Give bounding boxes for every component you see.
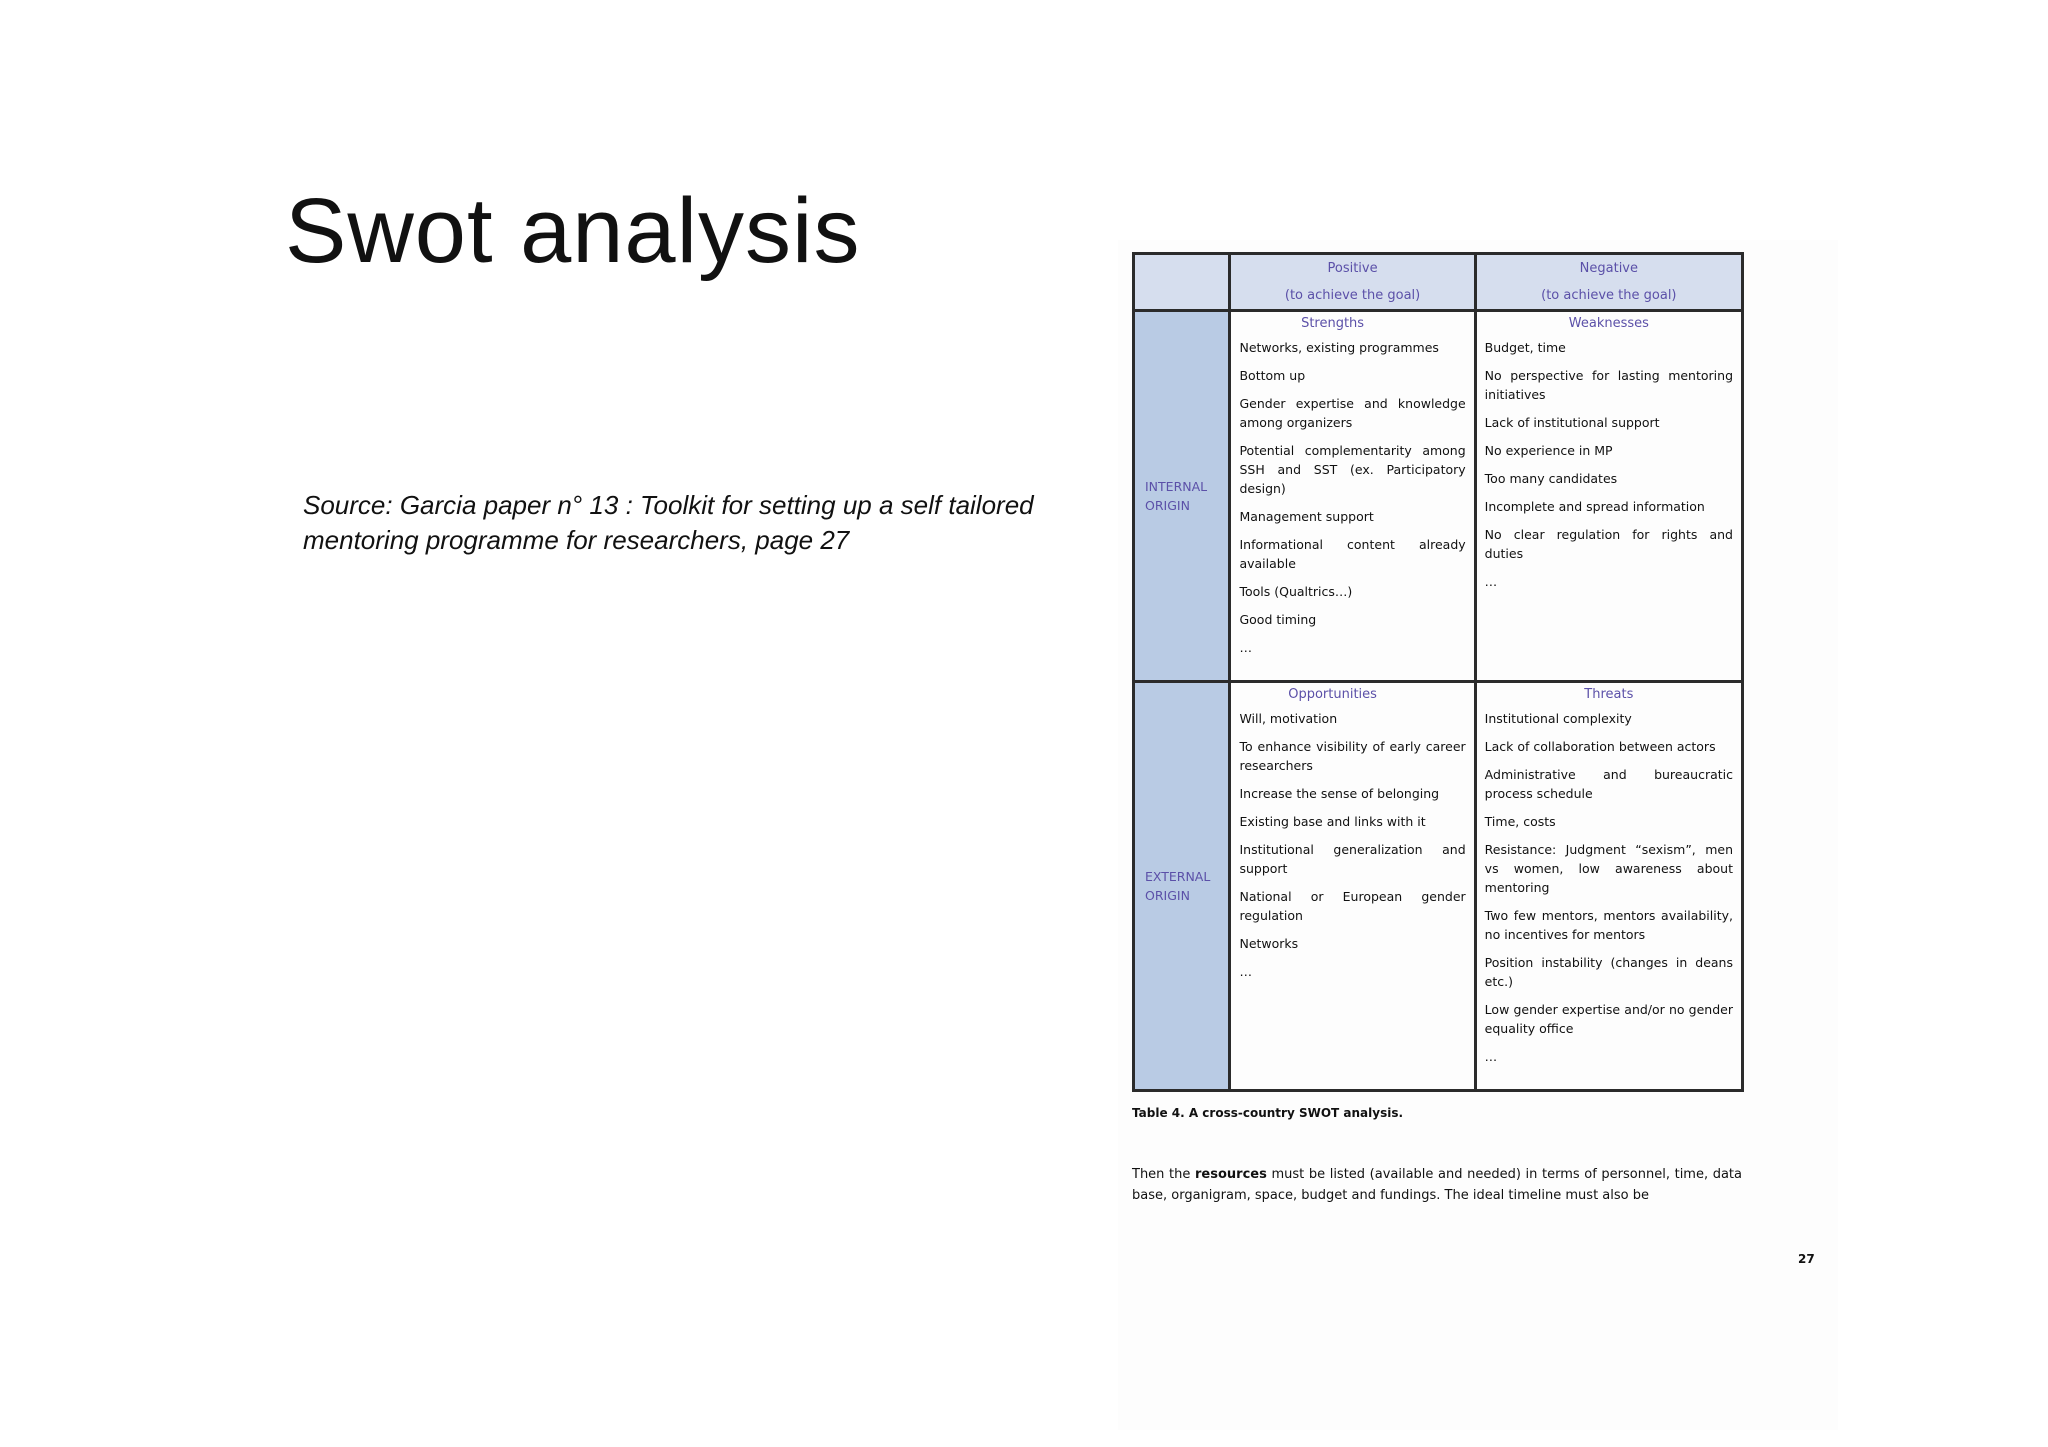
swot-header-negative: [1475, 254, 1742, 311]
strength-item: Gender expertise and knowledge among organizers: [1239, 396, 1466, 430]
internal-label-line1: INTERNAL: [1145, 479, 1208, 494]
body-text-start: Then the: [1132, 1167, 1195, 1182]
strengths-cell: [1230, 311, 1475, 682]
opportunity-item: To enhance visibility of early career researchers: [1239, 739, 1466, 773]
strength-item: Informational content already available: [1239, 537, 1466, 571]
opportunity-item: …: [1239, 964, 1252, 979]
threat-item-list: [1485, 709, 1733, 1066]
swot-header-positive: [1230, 254, 1475, 311]
opportunity-item: Existing base and links with it: [1239, 814, 1426, 829]
threat-item: Lack of collaboration between actors: [1484, 739, 1716, 754]
swot-header-row: [1134, 254, 1743, 311]
weakness-item: No perspective for lasting mentoring initiatives: [1484, 368, 1733, 402]
body-text-end: must be listed (available and needed) in terms of personnel, time, data base, organigram, space, budget and fundings. The ideal timeline must also be: [1132, 1167, 1742, 1203]
external-label-line1: EXTERNAL: [1145, 869, 1211, 884]
swot-row-external: [1134, 682, 1743, 1091]
strength-item: Potential complementarity among SSH and SST (ex. Participatory design): [1239, 443, 1466, 496]
opportunity-item: Networks: [1239, 936, 1299, 951]
weaknesses-cell: [1475, 311, 1742, 682]
weakness-item: Too many candidates: [1484, 471, 1618, 486]
weakness-item: Incomplete and spread information: [1484, 499, 1705, 514]
opportunity-item-list: [1239, 709, 1465, 981]
strength-item: …: [1239, 640, 1252, 655]
weaknesses-title: Weaknesses: [1568, 316, 1649, 331]
weakness-item: No clear regulation for rights and duties: [1484, 527, 1733, 561]
strengths-title: Strengths: [1301, 316, 1365, 331]
threat-item: Institutional complexity: [1484, 711, 1632, 726]
threat-item: Two few mentors, mentors availability, no incentives for mentors: [1484, 908, 1733, 942]
weakness-item: …: [1484, 574, 1498, 589]
positive-label: Positive: [1327, 261, 1378, 276]
swot-row-internal: [1134, 311, 1743, 682]
negative-sublabel: (to achieve the goal): [1541, 288, 1677, 303]
negative-label: Negative: [1579, 261, 1638, 276]
opportunity-item: Increase the sense of belonging: [1239, 786, 1440, 801]
external-origin-label: [1134, 682, 1230, 1091]
weakness-item: Budget, time: [1484, 340, 1566, 355]
threat-item: Position instability (changes in deans etc.): [1484, 955, 1733, 989]
body-text-bold: resources: [1195, 1167, 1267, 1182]
strength-item: Bottom up: [1239, 368, 1306, 383]
opportunity-item: Institutional generalization and support: [1239, 842, 1466, 876]
swot-header-empty: [1134, 254, 1230, 311]
weakness-item: No experience in MP: [1484, 443, 1613, 458]
table-caption: Table 4. A cross-country SWOT analysis.: [1132, 1106, 1404, 1120]
threat-item: …: [1484, 1049, 1498, 1064]
internal-label-line2: ORIGIN: [1145, 498, 1190, 513]
strength-item-list: [1239, 338, 1465, 657]
threat-item: Time, costs: [1484, 814, 1556, 829]
threat-item: Low gender expertise and/or no gender equality office: [1484, 1002, 1733, 1036]
source-citation: Source: Garcia paper n° 13 : Toolkit for setting up a self tailored mentoring programme for researchers, page 27: [303, 490, 1034, 555]
internal-origin-label: [1134, 311, 1230, 682]
weakness-item-list: [1485, 338, 1733, 591]
positive-sublabel: (to achieve the goal): [1284, 288, 1421, 303]
opportunity-item: Will, motivation: [1239, 711, 1338, 726]
threats-title: Threats: [1584, 687, 1634, 702]
threat-item: Resistance: Judgment “sexism”, men vs women, low awareness about mentoring: [1484, 842, 1733, 895]
opportunity-item: National or European gender regulation: [1239, 889, 1466, 923]
strength-item: Good timing: [1239, 612, 1317, 627]
weakness-item: Lack of institutional support: [1484, 415, 1660, 430]
threat-item: Administrative and bureaucratic process schedule: [1484, 767, 1733, 801]
strength-item: Networks, existing programmes: [1239, 340, 1439, 355]
opportunities-title: Opportunities: [1288, 687, 1377, 702]
strength-item: Management support: [1239, 509, 1374, 524]
external-label-line2: ORIGIN: [1145, 888, 1190, 903]
strength-item: Tools (Qualtrics…): [1239, 584, 1353, 599]
page-number: 27: [1798, 1252, 1815, 1266]
body-paragraph: [1132, 1164, 1742, 1206]
slide-title: Swot analysis: [285, 180, 861, 282]
opportunities-cell: [1230, 682, 1475, 1091]
threats-cell: [1475, 682, 1742, 1091]
swot-table: [1132, 252, 1744, 1092]
document-excerpt: [1118, 240, 1838, 1430]
